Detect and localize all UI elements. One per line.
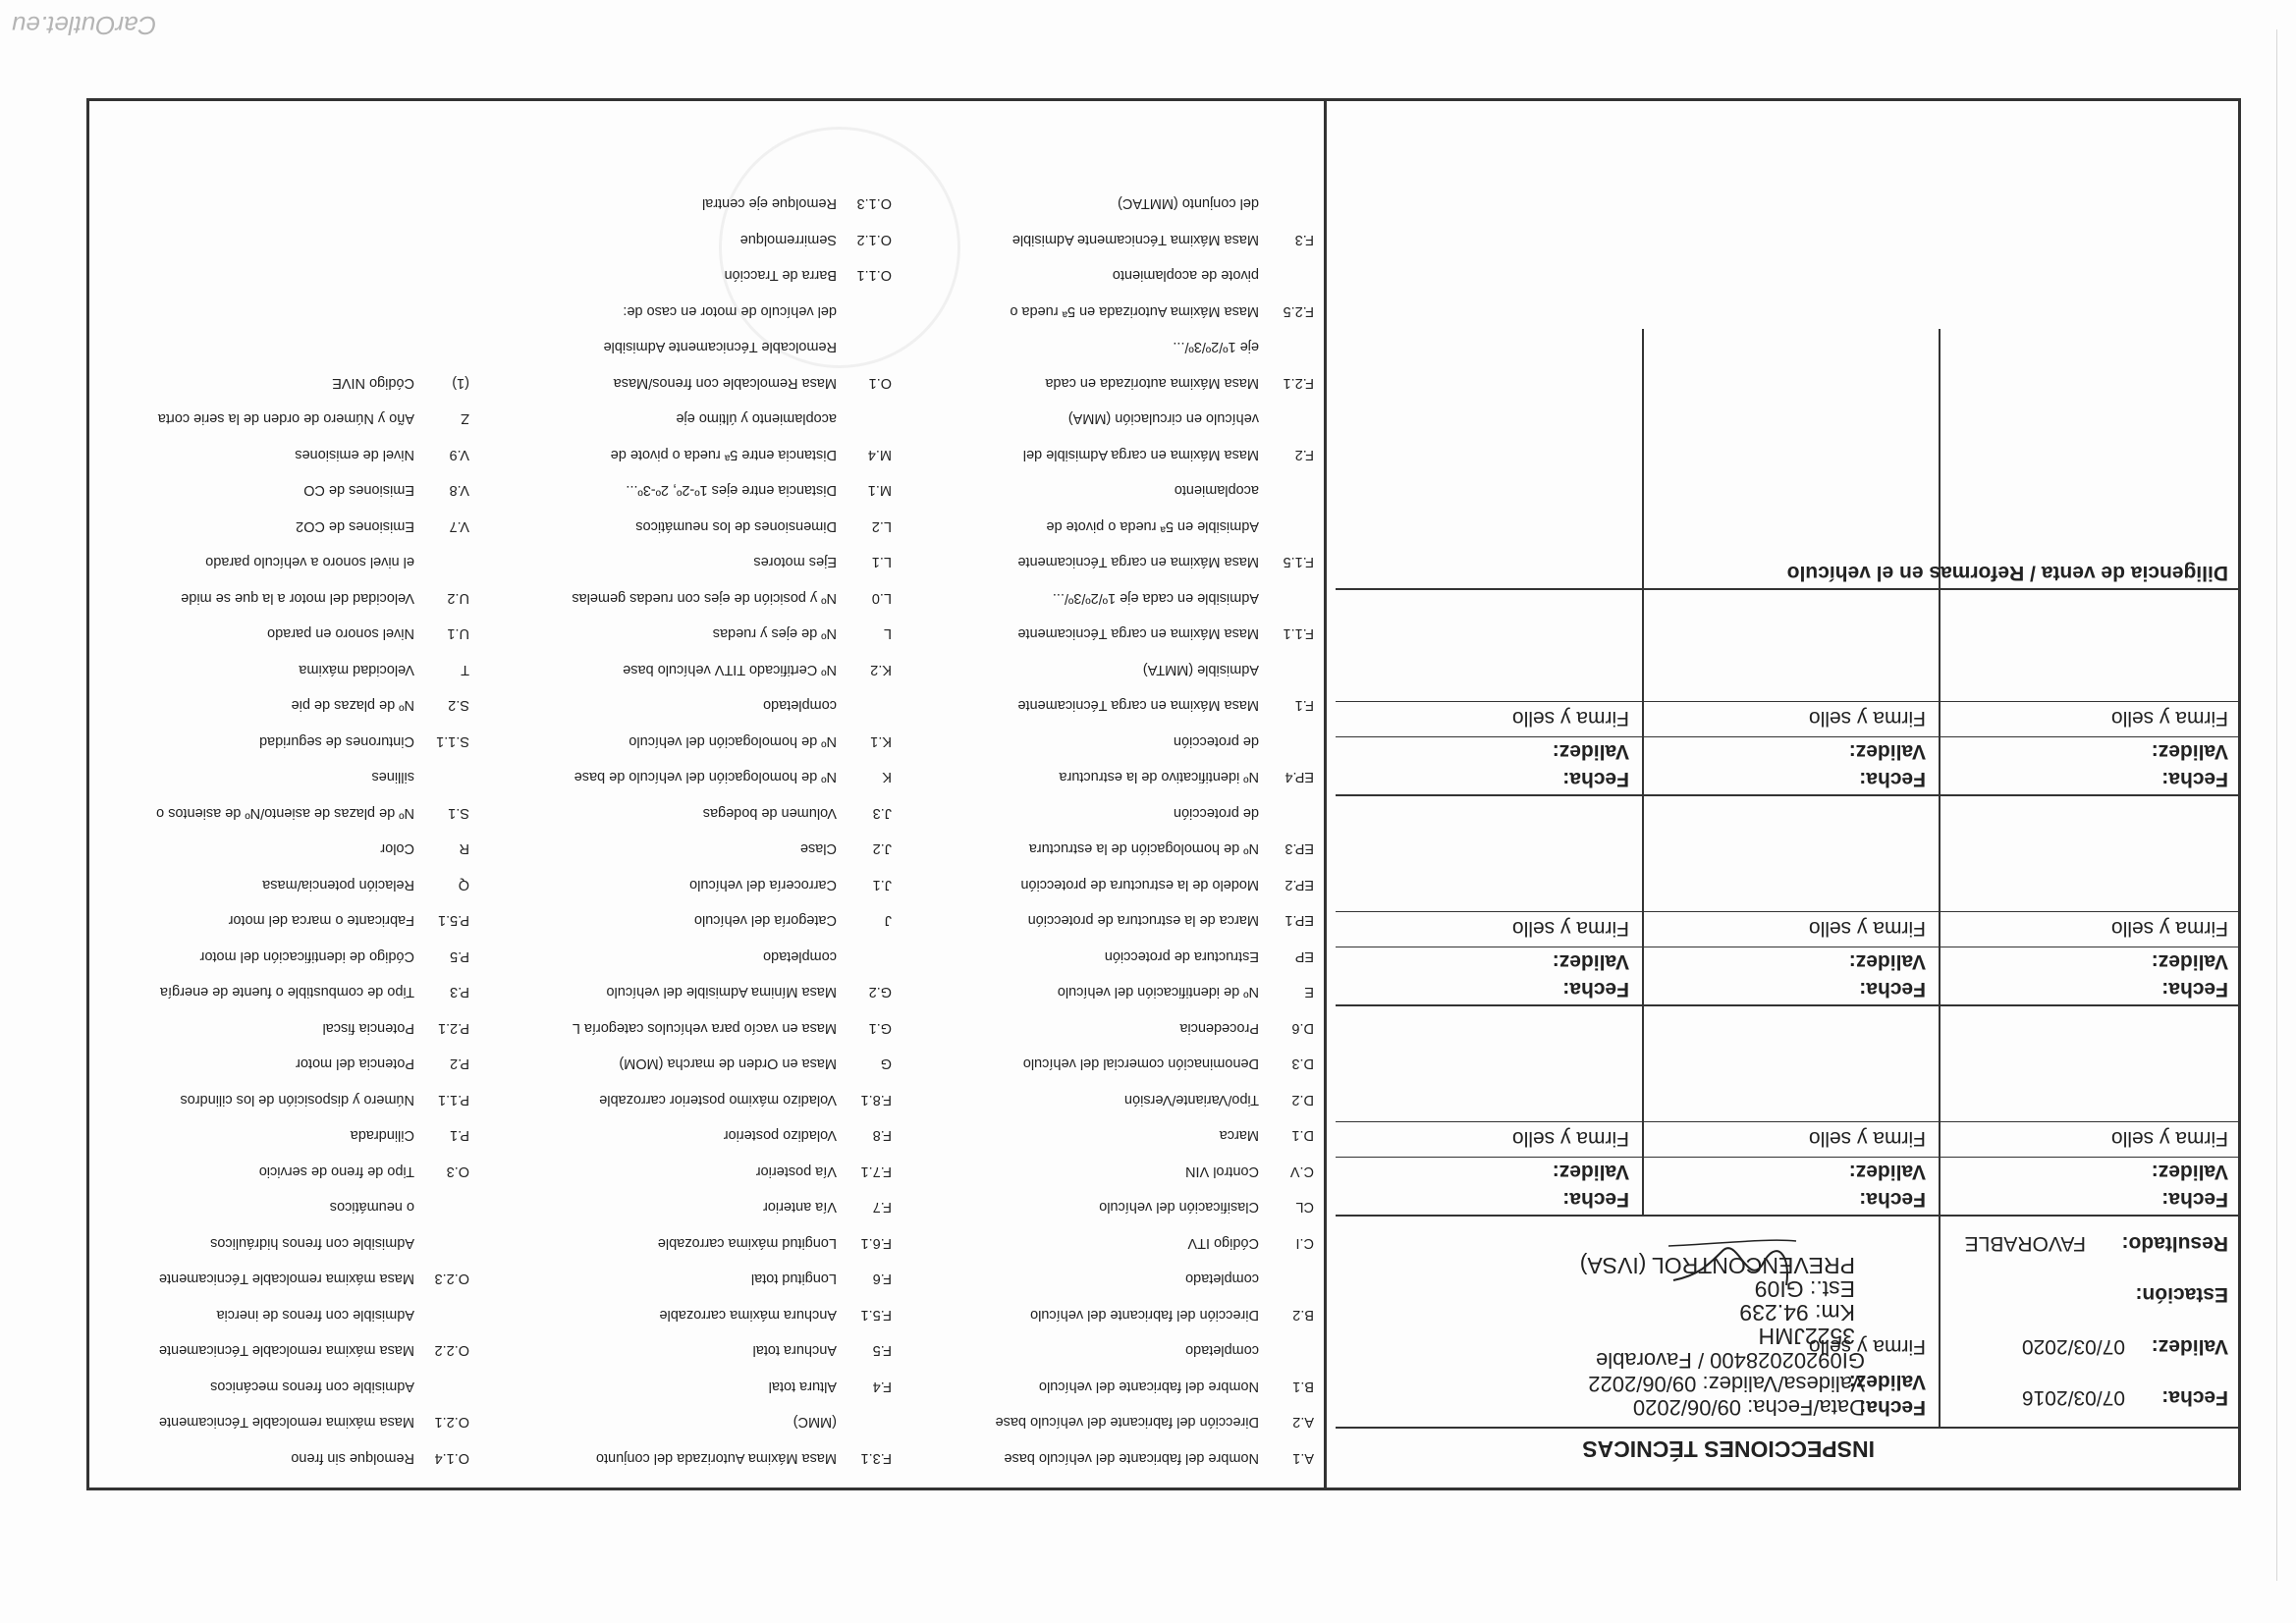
field-label: Tipo de combustible o fuente de energía bbox=[159, 984, 414, 1001]
field-code: EP bbox=[1294, 948, 1314, 964]
field-label: Vía anterior bbox=[763, 1199, 837, 1216]
field-code: T bbox=[461, 662, 469, 677]
field-label: eje 1º/2º/3º/... bbox=[1173, 339, 1259, 355]
field-label: (MMC) bbox=[793, 1414, 837, 1431]
field-code: O.3 bbox=[446, 1163, 469, 1179]
field-label: Vía posterior bbox=[755, 1163, 837, 1179]
field-label: Masa Máxima Técnicamente Admisible bbox=[1011, 232, 1259, 247]
field-code: E bbox=[1304, 984, 1314, 1001]
field-label: Nombre del fabricante del vehículo base bbox=[1004, 1450, 1259, 1466]
fecha-label: Fecha: bbox=[1859, 978, 1926, 1001]
stamp-line: Km: 94.239 bbox=[1739, 1300, 1855, 1325]
field-label: Nº de homologación del vehículo de base bbox=[574, 769, 837, 785]
validez-2-label: Validez: bbox=[1848, 1371, 1926, 1393]
field-code: F.4 bbox=[872, 1379, 892, 1394]
field-code: O.1 bbox=[868, 375, 892, 391]
field-label: Nivel de emisiones bbox=[295, 447, 414, 462]
sale-title: Diligencia de venta / Reformas en el vehículo bbox=[1786, 562, 2228, 584]
field-label: Tipo/Variante/Versión bbox=[1123, 1092, 1259, 1108]
field-label: Carrocería del vehículo bbox=[689, 877, 837, 893]
field-code: EP.4 bbox=[1285, 769, 1314, 785]
field-code: EP.2 bbox=[1285, 877, 1314, 893]
field-label: Categoría del vehículo bbox=[693, 912, 837, 929]
firma-label: Firma y sello bbox=[1511, 1127, 1629, 1150]
fecha-label: Fecha: bbox=[2161, 768, 2228, 790]
field-label: Dirección del fabricante del vehículo base bbox=[995, 1414, 1259, 1431]
field-label: Potencia fiscal bbox=[322, 1020, 414, 1036]
field-label: Remolcable Técnicamente Admisible bbox=[603, 339, 837, 355]
field-code: F.3.1 bbox=[860, 1450, 892, 1466]
field-label: Volumen de bodegas bbox=[702, 805, 837, 821]
field-label: Clasificación del vehículo bbox=[1099, 1199, 1259, 1216]
field-code: V.9 bbox=[449, 447, 469, 462]
inspections-title: INSPECCIONES TÉCNICAS bbox=[1582, 1436, 1875, 1462]
field-code: O.1.1 bbox=[856, 267, 892, 284]
field-code: S.1.1 bbox=[436, 733, 469, 749]
field-code: A.2 bbox=[1292, 1414, 1314, 1431]
field-label: Marca de la estructura de protección bbox=[1027, 912, 1259, 929]
field-label: de protección bbox=[1173, 805, 1259, 821]
stamp-line: Est.: GI09 bbox=[1754, 1276, 1855, 1302]
field-label: Potencia del motor bbox=[296, 1055, 414, 1072]
fecha-1-value: 07/03/2016 bbox=[2021, 1386, 2125, 1409]
field-label: completado bbox=[1185, 1342, 1259, 1359]
field-code: C.I bbox=[1295, 1235, 1314, 1251]
validez-1-value: 07/03/2020 bbox=[2021, 1335, 2125, 1358]
field-label: Admisible con frenos mecánicos bbox=[210, 1379, 414, 1394]
field-code: A.1 bbox=[1292, 1450, 1314, 1466]
field-code: O.2.1 bbox=[434, 1414, 469, 1431]
field-label: Masa Máxima Autorizada del conjunto bbox=[595, 1450, 837, 1466]
field-label: Admisible con frenos de inercia bbox=[216, 1307, 414, 1323]
field-code: U.1 bbox=[447, 625, 469, 642]
field-code: K.1 bbox=[870, 733, 892, 749]
validez-label: Validez: bbox=[2151, 950, 2228, 973]
field-label: Masa Mínima Admisible del vehículo bbox=[606, 984, 837, 1001]
fecha-label: Fecha: bbox=[2161, 978, 2228, 1001]
firma-label: Firma y sello bbox=[2110, 1127, 2228, 1150]
field-label: Ejes motores bbox=[753, 554, 837, 570]
field-label: Remolque eje central bbox=[701, 195, 837, 212]
estacion-label: Estación: bbox=[2135, 1283, 2228, 1306]
field-code: CL bbox=[1295, 1199, 1314, 1216]
field-code: L bbox=[883, 625, 892, 642]
field-label: Masa máxima remolcable Técnicamente bbox=[158, 1342, 414, 1359]
field-code: J.3 bbox=[872, 805, 892, 821]
field-label: Distancia entre 5ª rueda o pivote de bbox=[610, 447, 837, 462]
field-label: Clase bbox=[799, 840, 837, 857]
firma-label: Firma y sello bbox=[2110, 917, 2228, 940]
field-code: P.2 bbox=[450, 1055, 469, 1072]
validez-label: Validez: bbox=[1552, 740, 1629, 763]
field-code: P.5 bbox=[450, 948, 469, 964]
field-code: EP.3 bbox=[1285, 840, 1314, 857]
field-label: Anchura total bbox=[752, 1342, 837, 1359]
field-label: Dirección del fabricante del vehículo bbox=[1030, 1307, 1259, 1323]
field-label: completado bbox=[763, 948, 837, 964]
field-code: D.6 bbox=[1291, 1020, 1314, 1036]
field-code: F.5.1 bbox=[860, 1307, 892, 1323]
stamp-line: Data/Fecha: 09/06/2020 bbox=[1632, 1395, 1865, 1420]
field-label: Año y Número de orden de la serie corta bbox=[157, 410, 414, 427]
fields-column-3 bbox=[86, 101, 479, 1488]
field-label: completado bbox=[763, 697, 837, 714]
field-label: Modelo de la estructura de protección bbox=[1020, 877, 1259, 893]
field-code: F.6.1 bbox=[860, 1235, 892, 1251]
field-label: Masa Máxima en carga Técnicamente bbox=[1017, 697, 1259, 714]
field-label: de protección bbox=[1173, 733, 1259, 749]
firma-label: Firma y sello bbox=[1808, 707, 1926, 730]
field-code: B.1 bbox=[1292, 1379, 1314, 1394]
field-code: B.2 bbox=[1292, 1307, 1314, 1323]
fecha-label: Fecha: bbox=[1859, 1188, 1926, 1211]
field-label: Nº de homologación de la estructura bbox=[1028, 840, 1259, 857]
field-label: Tipo de freno de servicio bbox=[258, 1163, 414, 1179]
field-label: Masa en vacío para vehículos categoría L bbox=[572, 1020, 837, 1036]
field-code: F.8 bbox=[872, 1127, 892, 1144]
field-code: F.5 bbox=[872, 1342, 892, 1359]
field-code: P.2.1 bbox=[438, 1020, 469, 1036]
field-code: P.3 bbox=[450, 984, 469, 1001]
field-code: F.1.5 bbox=[1283, 554, 1314, 570]
field-label: Estructura de protección bbox=[1104, 948, 1259, 964]
field-label: Emisiones de CO2 bbox=[296, 518, 414, 534]
field-label: del conjunto (MMTAC) bbox=[1118, 195, 1259, 212]
field-label: Nivel sonoro en parado bbox=[267, 625, 414, 642]
field-label: Masa máxima remolcable Técnicamente bbox=[158, 1414, 414, 1431]
field-code: C.V bbox=[1289, 1163, 1314, 1179]
field-label: Longitud máxima carrozable bbox=[657, 1235, 837, 1251]
field-code: G.1 bbox=[868, 1020, 892, 1036]
scan-edge bbox=[2276, 29, 2277, 1581]
field-code: (1) bbox=[452, 375, 469, 391]
firma-label: Firma y sello bbox=[1808, 1127, 1926, 1150]
validez-1-label: Validez: bbox=[2151, 1335, 2228, 1358]
field-label: del vehículo de motor en caso de: bbox=[623, 303, 837, 319]
validez-label: Validez: bbox=[1848, 950, 1926, 973]
field-code: S.1 bbox=[448, 805, 469, 821]
field-label: Código ITV bbox=[1187, 1235, 1259, 1251]
field-label: Altura total bbox=[768, 1379, 837, 1394]
field-label: Nº y posición de ejes con ruedas gemelas bbox=[572, 590, 837, 606]
field-label: Masa Máxima en carga Admisible del bbox=[1022, 447, 1259, 462]
field-code: M.4 bbox=[867, 447, 892, 462]
field-label: Longitud total bbox=[750, 1271, 837, 1287]
field-code: F.6 bbox=[872, 1271, 892, 1287]
field-label: Masa Remolcable con frenos/Masa bbox=[613, 375, 837, 391]
field-label: Velocidad máxima bbox=[299, 662, 414, 677]
field-code: F.8.1 bbox=[860, 1092, 892, 1108]
field-label: Dimensiones de los neumáticos bbox=[635, 518, 837, 534]
field-label: Nº de identificación del vehículo bbox=[1057, 984, 1259, 1001]
field-label: Admisible (MMTA) bbox=[1142, 662, 1259, 677]
field-code: F.2 bbox=[1294, 447, 1314, 462]
resultado-label: Resultado: bbox=[2121, 1232, 2228, 1255]
field-label: Color bbox=[380, 840, 414, 857]
field-label: Masa Máxima en carga Técnicamente bbox=[1017, 625, 1259, 642]
firma-label: Firma y sello bbox=[1511, 707, 1629, 730]
field-label: Marca bbox=[1219, 1127, 1259, 1144]
field-code: G.2 bbox=[868, 984, 892, 1001]
field-label: Velocidad del motor a la que se mide bbox=[181, 590, 414, 606]
field-code: V.7 bbox=[449, 518, 469, 534]
field-label: Relación potencia/masa bbox=[262, 877, 414, 893]
field-code: P.1 bbox=[450, 1127, 469, 1144]
validez-label: Validez: bbox=[1552, 950, 1629, 973]
field-label: Nº de plazas de pie bbox=[291, 697, 414, 714]
field-code: U.2 bbox=[447, 590, 469, 606]
resultado-value: FAVORABLE bbox=[1964, 1232, 2086, 1255]
validez-label: Validez: bbox=[1848, 1161, 1926, 1183]
field-code: D.1 bbox=[1291, 1127, 1314, 1144]
field-code: R bbox=[459, 840, 469, 857]
firma-label: Firma y sello bbox=[1511, 917, 1629, 940]
stamp-line: 3522JMH bbox=[1758, 1324, 1855, 1349]
field-label: Barra de Tracción bbox=[724, 267, 837, 284]
stamp-line: Validesa/Validez: 09/06/2022 bbox=[1588, 1372, 1865, 1396]
field-code: F.2.1 bbox=[1283, 375, 1314, 391]
fecha-label: Fecha: bbox=[2161, 1188, 2228, 1211]
field-label: Control VIN bbox=[1185, 1163, 1259, 1179]
fields-panel bbox=[89, 101, 1327, 1488]
field-code: P.5.1 bbox=[438, 912, 469, 929]
field-label: completado bbox=[1185, 1271, 1259, 1287]
field-label: el nivel sonoro a vehículo parado bbox=[205, 554, 414, 570]
field-code: D.2 bbox=[1291, 1092, 1314, 1108]
field-code: V.8 bbox=[449, 482, 469, 499]
firma-label: Firma y sello bbox=[1808, 917, 1926, 940]
field-code: J.1 bbox=[872, 877, 892, 893]
validez-label: Validez: bbox=[2151, 1161, 2228, 1183]
field-label: acoplamiento y último eje bbox=[676, 410, 837, 427]
field-label: Código de identificación del motor bbox=[199, 948, 414, 964]
field-label: Nombre del fabricante del vehículo bbox=[1038, 1379, 1259, 1394]
field-label: Nº de plazas de asiento/Nº de asientos o bbox=[156, 805, 414, 821]
field-label: acoplamiento bbox=[1174, 482, 1259, 499]
field-code: J.2 bbox=[872, 840, 892, 857]
field-code: P.1.1 bbox=[438, 1092, 469, 1108]
field-code: F.3 bbox=[1294, 232, 1314, 247]
field-label: o neumáticos bbox=[329, 1199, 414, 1216]
field-label: sillines bbox=[371, 769, 414, 785]
field-label: Cinturones de seguridad bbox=[259, 733, 414, 749]
field-label: Emisiones de CO bbox=[303, 482, 414, 499]
field-code: F.7.1 bbox=[860, 1163, 892, 1179]
field-label: Masa Máxima en carga Técnicamente bbox=[1017, 554, 1259, 570]
field-label: pivote de acoplamiento bbox=[1112, 267, 1259, 284]
watermark-text: CarOutlet.eu bbox=[12, 11, 157, 40]
field-label: Admisible con frenos hidráulicos bbox=[210, 1235, 414, 1251]
fecha-label: Fecha: bbox=[1562, 768, 1629, 790]
field-code: L.0 bbox=[871, 590, 892, 606]
fecha-2-label: Fecha: bbox=[1859, 1396, 1926, 1419]
field-label: Nº Certificado TITV vehículo base bbox=[623, 662, 837, 677]
field-code: S.2 bbox=[448, 697, 469, 714]
fecha-label: Fecha: bbox=[1859, 768, 1926, 790]
field-code: EP.1 bbox=[1285, 912, 1314, 929]
fecha-label: Fecha: bbox=[1562, 1188, 1629, 1211]
field-code: F.1.1 bbox=[1283, 625, 1314, 642]
field-label: Remolque sin freno bbox=[291, 1450, 414, 1466]
field-code: O.2.3 bbox=[434, 1271, 469, 1287]
fecha-label: Fecha: bbox=[1562, 978, 1629, 1001]
field-label: Fabricante o marca del motor bbox=[228, 912, 414, 929]
stamp-line: GI09202028400 / Favorable bbox=[1596, 1348, 1865, 1373]
field-label: Admisible en cada eje 1º/2º/3º/... bbox=[1052, 590, 1259, 606]
field-code: K.2 bbox=[870, 662, 892, 677]
field-label: Semirremolque bbox=[739, 232, 837, 247]
field-code: F.1 bbox=[1294, 697, 1314, 714]
field-label: Masa en Orden de marcha (MOM) bbox=[619, 1055, 837, 1072]
field-label: Voladizo máximo posterior carrozable bbox=[599, 1092, 837, 1108]
field-code: G bbox=[880, 1055, 892, 1072]
field-code: M.1 bbox=[867, 482, 892, 499]
field-code: O.1.4 bbox=[434, 1450, 469, 1466]
field-code: K bbox=[882, 769, 892, 785]
field-code: Q bbox=[458, 877, 469, 893]
field-code: D.3 bbox=[1291, 1055, 1314, 1072]
field-label: Nº de homologación del vehículo bbox=[629, 733, 837, 749]
validez-label: Validez: bbox=[1552, 1161, 1629, 1183]
field-code: Z bbox=[461, 410, 469, 427]
field-label: vehículo en circulación (MMA) bbox=[1067, 410, 1259, 427]
field-label: Cilindrada bbox=[350, 1127, 414, 1144]
field-code: F.7 bbox=[872, 1199, 892, 1216]
validez-label: Validez: bbox=[2151, 740, 2228, 763]
field-label: Denominación comercial del vehículo bbox=[1022, 1055, 1259, 1072]
stamp-line: PREVENCONTROL (IVSA) bbox=[1579, 1253, 1855, 1278]
field-code: O.2.2 bbox=[434, 1342, 469, 1359]
seal-ghost bbox=[719, 127, 960, 368]
field-label: Nº identificativo de la estructura bbox=[1059, 769, 1259, 785]
inspections-panel bbox=[1336, 101, 2238, 1488]
field-label: Nº de ejes y ruedas bbox=[712, 625, 837, 642]
field-label: Voladizo posterior bbox=[723, 1127, 837, 1144]
fields-column-1 bbox=[902, 101, 1324, 1488]
field-label: Anchura máxima carrozable bbox=[659, 1307, 837, 1323]
field-code: O.1.3 bbox=[856, 195, 892, 212]
field-code: F.2.5 bbox=[1283, 303, 1314, 319]
fecha-1-label: Fecha: bbox=[2161, 1386, 2228, 1409]
field-label: Código NIVE bbox=[332, 375, 414, 391]
validez-label: Validez: bbox=[1848, 740, 1926, 763]
field-label: Admisible en 5ª rueda o pivote de bbox=[1046, 518, 1259, 534]
field-label: Número y disposición de los cilindros bbox=[180, 1092, 414, 1108]
field-code: L.2 bbox=[871, 518, 892, 534]
field-code: L.1 bbox=[871, 554, 892, 570]
signature-icon bbox=[1659, 1226, 1806, 1295]
field-code: J bbox=[884, 912, 892, 929]
field-label: Masa Máxima autorizada en cada bbox=[1045, 375, 1259, 391]
firma-2-label: Firma y sello bbox=[1808, 1335, 1926, 1358]
field-label: Masa Máxima Autorizada en 5ª rueda o bbox=[1010, 303, 1259, 319]
field-label: Masa máxima remolcable Técnicamente bbox=[158, 1271, 414, 1287]
field-code: O.1.2 bbox=[856, 232, 892, 247]
firma-label: Firma y sello bbox=[2110, 707, 2228, 730]
field-label: Distancia entre ejes 1º-2º, 2º-3º... bbox=[626, 482, 837, 499]
field-label: Procedencia bbox=[1179, 1020, 1259, 1036]
